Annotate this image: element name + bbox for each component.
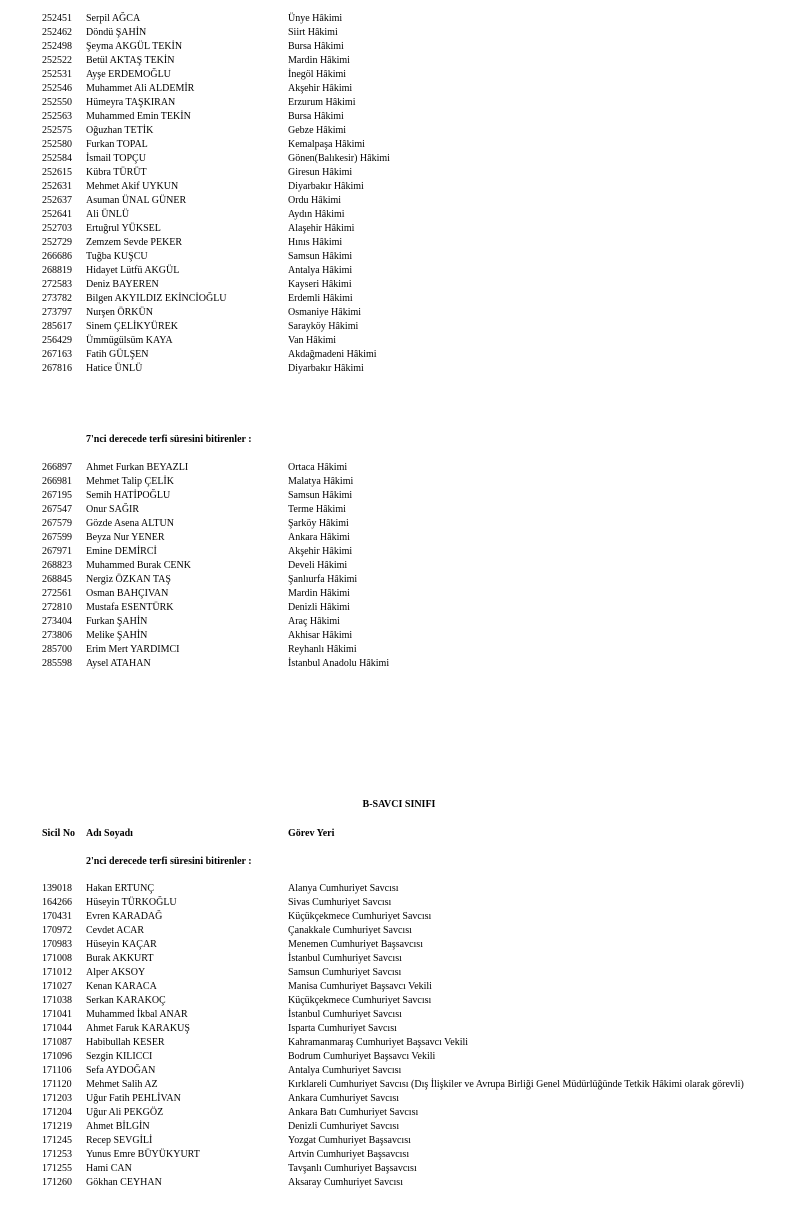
table-row <box>0 615 798 629</box>
duty-station: Bursa Hâkimi <box>288 111 344 122</box>
sicil-no: 171120 <box>42 1079 72 1090</box>
table-row <box>0 573 798 587</box>
table-row <box>0 657 798 671</box>
full-name: Kübra TÜRÜT <box>86 167 147 178</box>
sicil-no: 267971 <box>42 546 72 557</box>
full-name: Mehmet Salih AZ <box>86 1079 158 1090</box>
table-row <box>0 1148 798 1162</box>
sicil-no: 171245 <box>42 1135 72 1146</box>
table-row <box>0 531 798 545</box>
full-name: Ahmet Faruk KARAKUŞ <box>86 1023 190 1034</box>
duty-station: Ortaca Hâkimi <box>288 462 348 473</box>
duty-station: Kemalpaşa Hâkimi <box>288 139 365 150</box>
duty-station: Alanya Cumhuriyet Savcısı <box>288 883 399 894</box>
full-name: Serpil AĞCA <box>86 13 141 24</box>
table-row <box>0 952 798 966</box>
table-row <box>0 517 798 531</box>
duty-station: İstanbul Anadolu Hâkimi <box>288 658 390 669</box>
duty-station: Sarayköy Hâkimi <box>288 321 359 332</box>
table-row <box>0 1036 798 1050</box>
sicil-no: 256429 <box>42 335 72 346</box>
duty-station: Diyarbakır Hâkimi <box>288 363 364 374</box>
sicil-no: 267579 <box>42 518 72 529</box>
duty-station: Erdemli Hâkimi <box>288 293 353 304</box>
sicil-no: 171106 <box>42 1065 72 1076</box>
table-row <box>0 587 798 601</box>
duty-station: Aydın Hâkimi <box>288 209 345 220</box>
sicil-no: 170972 <box>42 925 72 936</box>
table-row <box>0 966 798 980</box>
sicil-no: 171012 <box>42 967 72 978</box>
full-name: Muhammed Burak CENK <box>86 560 191 571</box>
duty-station: Sivas Cumhuriyet Savcısı <box>288 897 392 908</box>
sicil-no: 267816 <box>42 363 72 374</box>
table-row <box>0 559 798 573</box>
sicil-no: 266981 <box>42 476 72 487</box>
duty-station: Siirt Hâkimi <box>288 27 338 38</box>
sicil-no: 171096 <box>42 1051 72 1062</box>
full-name: Hümeyra TAŞKIRAN <box>86 97 176 108</box>
sicil-no: 266686 <box>42 251 72 262</box>
duty-station: Küçükçekmece Cumhuriyet Savcısı <box>288 911 432 922</box>
duty-station: Samsun Hâkimi <box>288 251 353 262</box>
sicil-no: 171008 <box>42 953 72 964</box>
table-row <box>0 1064 798 1078</box>
sicil-no: 267195 <box>42 490 72 501</box>
duty-station: Küçükçekmece Cumhuriyet Savcısı <box>288 995 432 1006</box>
full-name: Furkan ŞAHİN <box>86 616 148 627</box>
table-row <box>0 882 798 896</box>
table-row <box>0 138 798 152</box>
sicil-no: 252641 <box>42 209 72 220</box>
duty-station: Yozgat Cumhuriyet Başsavcısı <box>288 1135 411 1146</box>
sicil-no: 272583 <box>42 279 72 290</box>
full-name: Sefa AYDOĞAN <box>86 1065 156 1076</box>
table-row <box>0 152 798 166</box>
duty-station: Kayseri Hâkimi <box>288 279 352 290</box>
table-row <box>0 980 798 994</box>
duty-station: Akhisar Hâkimi <box>288 630 353 641</box>
duty-station: Menemen Cumhuriyet Başsavcısı <box>288 939 423 950</box>
sicil-no: 272561 <box>42 588 72 599</box>
full-name: Fatih GÜLŞEN <box>86 349 149 360</box>
duty-station: Ankara Hâkimi <box>288 532 350 543</box>
sicil-no: 252498 <box>42 41 72 52</box>
duty-station: Ordu Hâkimi <box>288 195 342 206</box>
table-row <box>0 306 798 320</box>
duty-station: Antalya Hâkimi <box>288 265 353 276</box>
full-name: Mehmet Akif UYKUN <box>86 181 179 192</box>
sicil-no: 171041 <box>42 1009 72 1020</box>
full-name: Recep SEVGİLİ <box>86 1135 153 1146</box>
sicil-no: 252703 <box>42 223 72 234</box>
full-name: Mustafa ESENTÜRK <box>86 602 174 613</box>
duty-station: Aksaray Cumhuriyet Savcısı <box>288 1177 403 1188</box>
full-name: Hakan ERTUNÇ <box>86 883 154 894</box>
table-row <box>0 278 798 292</box>
full-name: Sezgin KILICCI <box>86 1051 153 1062</box>
full-name: Aysel ATAHAN <box>86 658 151 669</box>
full-name: Deniz BAYEREN <box>86 279 159 290</box>
sicil-no: 285598 <box>42 658 72 669</box>
duty-station: Mardin Hâkimi <box>288 588 350 599</box>
table-row <box>0 54 798 68</box>
duty-station: Terme Hâkimi <box>288 504 346 515</box>
table-row <box>0 222 798 236</box>
full-name: Hidayet Lütfü AKGÜL <box>86 265 180 276</box>
duty-station: Develi Hâkimi <box>288 560 348 571</box>
duty-station: Gebze Hâkimi <box>288 125 347 136</box>
sicil-no: 273806 <box>42 630 72 641</box>
column-header-place: Görev Yeri <box>288 828 335 839</box>
full-name: Furkan TOPAL <box>86 139 148 150</box>
duty-station: İstanbul Cumhuriyet Savcısı <box>288 953 402 964</box>
sicil-no: 268845 <box>42 574 72 585</box>
sicil-no: 171044 <box>42 1023 72 1034</box>
full-name: Muhammed Emin TEKİN <box>86 111 191 122</box>
full-name: Zemzem Sevde PEKER <box>86 237 183 248</box>
duty-station: Denizli Hâkimi <box>288 602 350 613</box>
full-name: Emine DEMİRCİ <box>86 546 157 557</box>
duty-station: Şarköy Hâkimi <box>288 518 349 529</box>
table-row <box>0 461 798 475</box>
table-row <box>0 1176 798 1190</box>
table-row <box>0 124 798 138</box>
full-name: Gökhan CEYHAN <box>86 1177 162 1188</box>
full-name: Ali ÜNLÜ <box>86 209 130 220</box>
duty-station: Samsun Hâkimi <box>288 490 353 501</box>
sicil-no: 267547 <box>42 504 72 515</box>
duty-station: Isparta Cumhuriyet Savcısı <box>288 1023 397 1034</box>
table-row <box>0 236 798 250</box>
full-name: Nergiz ÖZKAN TAŞ <box>86 574 171 585</box>
table-row <box>0 166 798 180</box>
table-row <box>0 334 798 348</box>
table-row <box>0 194 798 208</box>
table-row <box>0 264 798 278</box>
full-name: Alper AKSOY <box>86 967 146 978</box>
full-name: Hami CAN <box>86 1163 132 1174</box>
full-name: Şeyma AKGÜL TEKİN <box>86 41 183 52</box>
table-row <box>0 348 798 362</box>
table-row <box>0 1022 798 1036</box>
sicil-no: 171027 <box>42 981 72 992</box>
table-row <box>0 110 798 124</box>
table-row <box>0 503 798 517</box>
table-row <box>0 1106 798 1120</box>
sicil-no: 170983 <box>42 939 72 950</box>
full-name: Sinem ÇELİKYÜREK <box>86 321 178 332</box>
table-row <box>0 208 798 222</box>
table-row <box>0 180 798 194</box>
full-name: Melike ŞAHİN <box>86 630 148 641</box>
table-row <box>0 26 798 40</box>
table-row <box>0 1092 798 1106</box>
table-row <box>0 1134 798 1148</box>
duty-station: İstanbul Cumhuriyet Savcısı <box>288 1009 402 1020</box>
full-name: İsmail TOPÇU <box>86 153 146 164</box>
sicil-no: 252637 <box>42 195 72 206</box>
table-row <box>0 601 798 615</box>
table-row <box>0 68 798 82</box>
duty-station: Akdağmadeni Hâkimi <box>288 349 377 360</box>
duty-station: Bursa Hâkimi <box>288 41 344 52</box>
duty-station: Van Hâkimi <box>288 335 337 346</box>
full-name: Evren KARADAĞ <box>86 911 163 922</box>
full-name: Ertuğrul YÜKSEL <box>86 223 161 234</box>
table-row <box>0 994 798 1008</box>
table-row <box>0 924 798 938</box>
full-name: Osman BAHÇIVAN <box>86 588 169 599</box>
duty-station: Çanakkale Cumhuriyet Savcısı <box>288 925 412 936</box>
table-row <box>0 40 798 54</box>
duty-station: Erzurum Hâkimi <box>288 97 356 108</box>
full-name: Bilgen AKYILDIZ EKİNCİOĞLU <box>86 293 227 304</box>
sicil-no: 266897 <box>42 462 72 473</box>
sicil-no: 285617 <box>42 321 72 332</box>
table-row <box>0 643 798 657</box>
sicil-no: 139018 <box>42 883 72 894</box>
full-name: Ahmet BİLGİN <box>86 1121 150 1132</box>
sicil-no: 171203 <box>42 1093 72 1104</box>
sicil-no: 171087 <box>42 1037 72 1048</box>
full-name: Cevdet ACAR <box>86 925 145 936</box>
column-header-sicil-no: Sicil No <box>42 828 76 839</box>
sicil-no: 252451 <box>42 13 72 24</box>
table-row <box>0 96 798 110</box>
sicil-no: 273797 <box>42 307 72 318</box>
full-name: Kenan KARACA <box>86 981 157 992</box>
full-name: Onur SAĞIR <box>86 504 140 515</box>
table-row <box>0 896 798 910</box>
duty-station: Reyhanlı Hâkimi <box>288 644 357 655</box>
column-header-name: Adı Soyadı <box>86 828 133 839</box>
duty-station: Akşehir Hâkimi <box>288 83 353 94</box>
duty-station: Tavşanlı Cumhuriyet Başsavcısı <box>288 1163 417 1174</box>
duty-station: Denizli Cumhuriyet Savcısı <box>288 1121 400 1132</box>
full-name: Semih HATİPOĞLU <box>86 490 171 501</box>
sicil-no: 268823 <box>42 560 72 571</box>
table-row <box>0 1120 798 1134</box>
sicil-no: 272810 <box>42 602 72 613</box>
full-name: Yunus Emre BÜYÜKYURT <box>86 1149 200 1160</box>
duty-station: Ankara Batı Cumhuriyet Savcısı <box>288 1107 419 1118</box>
duty-station: Antalya Cumhuriyet Savcısı <box>288 1065 402 1076</box>
sicil-no: 252522 <box>42 55 72 66</box>
duty-station: Artvin Cumhuriyet Başsavcısı <box>288 1149 410 1160</box>
sicil-no: 170431 <box>42 911 72 922</box>
sicil-no: 171253 <box>42 1149 72 1160</box>
sub7-heading: 7'nci derecede terfi süresini bitirenler : <box>86 434 252 445</box>
sicil-no: 252580 <box>42 139 72 150</box>
duty-station: Osmaniye Hâkimi <box>288 307 362 318</box>
table-row <box>0 1050 798 1064</box>
section-b-title: B-SAVCI SINIFI <box>362 799 436 810</box>
duty-station: Ünye Hâkimi <box>288 13 343 24</box>
duty-station: Ankara Cumhuriyet Savcısı <box>288 1093 400 1104</box>
full-name: Ahmet Furkan BEYAZLI <box>86 462 189 473</box>
full-name: Muhammet Ali ALDEMİR <box>86 83 195 94</box>
full-name: Hüseyin KAÇAR <box>86 939 157 950</box>
full-name: Uğur Fatih PEHLİVAN <box>86 1093 181 1104</box>
full-name: Mehmet Talip ÇELİK <box>86 476 174 487</box>
sicil-no: 267163 <box>42 349 72 360</box>
full-name: Hatice ÜNLÜ <box>86 363 143 374</box>
full-name: Burak AKKURT <box>86 953 154 964</box>
full-name: Serkan KARAKOÇ <box>86 995 166 1006</box>
full-name: Hüseyin TÜRKOĞLU <box>86 897 177 908</box>
sicil-no: 252615 <box>42 167 72 178</box>
duty-station: Kırklareli Cumhuriyet Savcısı (Dış İlişkiler ve Avrupa Birliği Genel Müdürlüğünde Tetkik Hâkimi olarak görevli) <box>288 1079 744 1090</box>
full-name: Betül AKTAŞ TEKİN <box>86 55 175 66</box>
table-row <box>0 545 798 559</box>
sicil-no: 267599 <box>42 532 72 543</box>
sicil-no: 252546 <box>42 83 72 94</box>
table-row <box>0 82 798 96</box>
table-row <box>0 1162 798 1176</box>
full-name: Ayşe ERDEMOĞLU <box>86 69 171 80</box>
duty-station: Hınıs Hâkimi <box>288 237 343 248</box>
sicil-no: 252584 <box>42 153 72 164</box>
table-row <box>0 910 798 924</box>
full-name: Erim Mert YARDIMCI <box>86 644 180 655</box>
sub2-heading: 2'nci derecede terfi süresini bitirenler : <box>86 856 252 867</box>
table-row <box>0 938 798 952</box>
duty-station: Şanlıurfa Hâkimi <box>288 574 358 585</box>
full-name: Asuman ÜNAL GÜNER <box>86 195 187 206</box>
sicil-no: 171204 <box>42 1107 72 1118</box>
full-name: Ümmügülsüm KAYA <box>86 335 173 346</box>
sicil-no: 273782 <box>42 293 72 304</box>
duty-station: Malatya Hâkimi <box>288 476 354 487</box>
sicil-no: 252729 <box>42 237 72 248</box>
sicil-no: 252563 <box>42 111 72 122</box>
table-row <box>0 292 798 306</box>
sicil-no: 164266 <box>42 897 72 908</box>
table-row <box>0 1078 798 1092</box>
full-name: Muhammed İkbal ANAR <box>86 1009 188 1020</box>
duty-station: İnegöl Hâkimi <box>288 69 347 80</box>
sicil-no: 273404 <box>42 616 72 627</box>
duty-station: Samsun Cumhuriyet Savcısı <box>288 967 402 978</box>
full-name: Gözde Asena ALTUN <box>86 518 174 529</box>
sicil-no: 252462 <box>42 27 72 38</box>
table-row <box>0 475 798 489</box>
sicil-no: 252575 <box>42 125 72 136</box>
full-name: Beyza Nur YENER <box>86 532 165 543</box>
duty-station: Manisa Cumhuriyet Başsavcı Vekili <box>288 981 432 992</box>
sicil-no: 171038 <box>42 995 72 1006</box>
duty-station: Giresun Hâkimi <box>288 167 353 178</box>
sicil-no: 171255 <box>42 1163 72 1174</box>
sicil-no: 252550 <box>42 97 72 108</box>
full-name: Uğur Ali PEKGÖZ <box>86 1107 164 1118</box>
full-name: Habibullah KESER <box>86 1037 165 1048</box>
duty-station: Araç Hâkimi <box>288 616 340 627</box>
full-name: Nurşen ÖRKÜN <box>86 307 153 318</box>
table-row <box>0 1008 798 1022</box>
table-row <box>0 629 798 643</box>
duty-station: Bodrum Cumhuriyet Başsavcı Vekili <box>288 1051 436 1062</box>
full-name: Döndü ŞAHİN <box>86 27 147 38</box>
sicil-no: 285700 <box>42 644 72 655</box>
duty-station: Diyarbakır Hâkimi <box>288 181 364 192</box>
sicil-no: 252631 <box>42 181 72 192</box>
duty-station: Gönen(Balıkesir) Hâkimi <box>288 153 390 164</box>
table-row <box>0 250 798 264</box>
duty-station: Kahramanmaraş Cumhuriyet Başsavcı Vekili <box>288 1037 469 1048</box>
duty-station: Mardin Hâkimi <box>288 55 350 66</box>
sicil-no: 252531 <box>42 69 72 80</box>
sicil-no: 171219 <box>42 1121 72 1132</box>
table-row <box>0 362 798 376</box>
table-row <box>0 320 798 334</box>
table-row <box>0 489 798 503</box>
sicil-no: 268819 <box>42 265 72 276</box>
full-name: Oğuzhan TETİK <box>86 125 154 136</box>
table-row <box>0 12 798 26</box>
sicil-no: 171260 <box>42 1177 72 1188</box>
duty-station: Akşehir Hâkimi <box>288 546 353 557</box>
full-name: Tuğba KUŞCU <box>86 251 148 262</box>
duty-station: Alaşehir Hâkimi <box>288 223 355 234</box>
